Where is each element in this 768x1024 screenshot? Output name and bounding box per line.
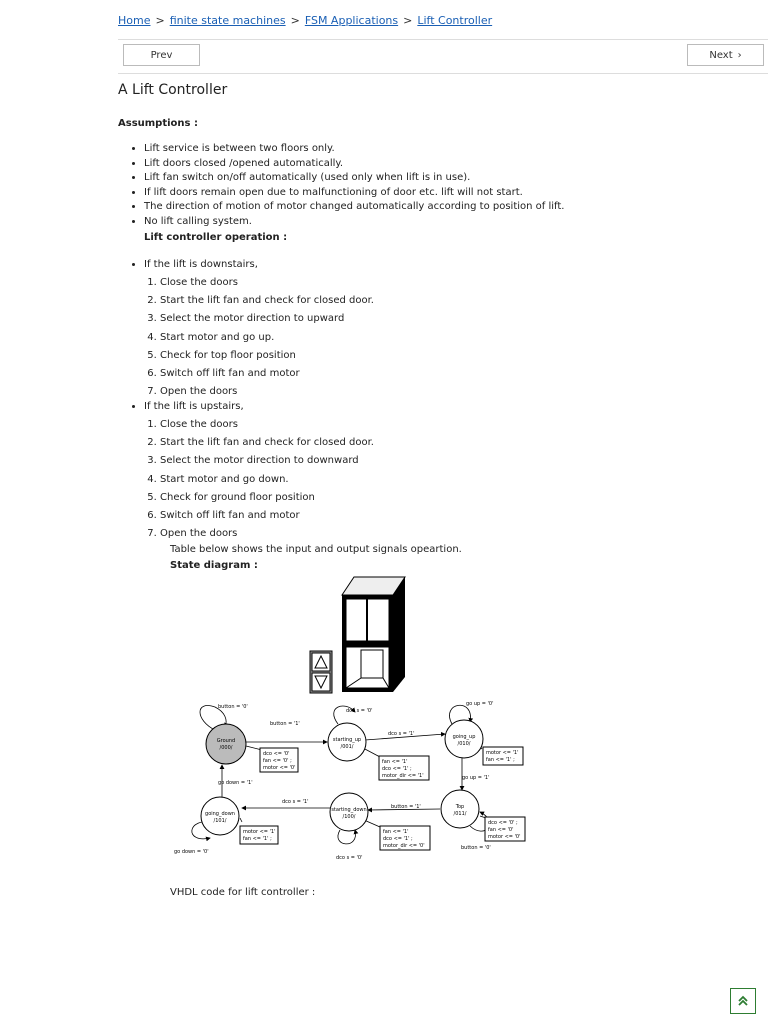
state-ground bbox=[206, 724, 246, 764]
output-box-ground bbox=[260, 748, 298, 772]
state-starting-down bbox=[330, 793, 368, 831]
breadcrumb-lift-controller[interactable]: Lift Controller bbox=[417, 14, 493, 27]
prev-label: Prev bbox=[150, 49, 173, 61]
list-item bbox=[144, 258, 374, 401]
upstairs-case bbox=[118, 400, 374, 543]
state-starting-up bbox=[328, 723, 366, 761]
list-item: 1. Close the doors bbox=[160, 274, 374, 292]
list-item: 4. Start motor and go down. bbox=[160, 471, 374, 489]
list-item: 6. Switch off lift fan and motor bbox=[160, 507, 374, 525]
svg-text:/101/: /101/ bbox=[213, 818, 227, 824]
breadcrumb-separator: > bbox=[155, 14, 165, 27]
svg-text:fan <= '1' ;: fan <= '1' ; bbox=[243, 836, 272, 842]
list-item: 4. Start motor and go up. bbox=[160, 329, 374, 347]
pager-bar bbox=[118, 39, 768, 74]
svg-text:fan <= '1' ;: fan <= '1' ; bbox=[486, 757, 515, 763]
svg-text:/010/: /010/ bbox=[457, 741, 471, 747]
svg-text:Ground: Ground bbox=[216, 738, 236, 744]
svg-text:Top: Top bbox=[455, 804, 465, 810]
assumptions-heading: Assumptions : bbox=[118, 118, 198, 129]
svg-text:going_down: going_down bbox=[205, 811, 235, 817]
state-going-up bbox=[445, 720, 483, 758]
list-item: 2. Start the lift fan and check for closed door. bbox=[160, 292, 374, 310]
vhdl-heading: VHDL code for lift controller : bbox=[170, 887, 316, 898]
list-item: 3. Select the motor direction to upward bbox=[160, 310, 374, 328]
list-item: 2. Start the lift fan and check for closed door. bbox=[160, 434, 374, 452]
state-diagram-heading: State diagram : bbox=[170, 560, 258, 571]
chevron-right-icon: › bbox=[737, 49, 742, 61]
svg-text:going_up: going_up bbox=[452, 734, 476, 740]
downstairs-case bbox=[118, 258, 374, 401]
svg-text:/011/: /011/ bbox=[453, 811, 467, 817]
svg-text:/100/: /100/ bbox=[342, 814, 356, 820]
list-item: • Lift service is between two floors only. bbox=[144, 142, 764, 157]
list-item bbox=[144, 400, 374, 543]
svg-text:dco <= '1' ;: dco <= '1' ; bbox=[382, 766, 412, 772]
svg-text:motor <= '1': motor <= '1' bbox=[486, 750, 519, 756]
transition-label: go up = '0' bbox=[466, 701, 494, 707]
list-item: 1. Close the doors bbox=[160, 416, 374, 434]
svg-text:starting_up: starting_up bbox=[332, 737, 362, 743]
case-label: If the lift is downstairs, bbox=[144, 259, 258, 270]
output-box-going-down bbox=[240, 826, 279, 844]
state-going-down bbox=[201, 797, 239, 835]
list-item: 5. Check for top floor position bbox=[160, 347, 374, 365]
transition-label: dco s = '1' bbox=[388, 731, 415, 737]
case-label: If the lift is upstairs, bbox=[144, 401, 244, 412]
upstairs-steps bbox=[133, 416, 374, 543]
output-box-going-up bbox=[483, 747, 523, 765]
breadcrumb-home[interactable]: Home bbox=[118, 14, 151, 27]
lift-call-panel bbox=[310, 651, 332, 693]
list-item: 7. Open the doors bbox=[160, 525, 374, 543]
assumptions-list bbox=[118, 142, 764, 230]
next-label: Next bbox=[709, 49, 733, 61]
breadcrumb bbox=[118, 14, 492, 27]
svg-text:fan <= '0': fan <= '0' bbox=[488, 827, 514, 833]
svg-text:fan <= '1': fan <= '1' bbox=[383, 829, 409, 835]
breadcrumb-fsm-applications[interactable]: FSM Applications bbox=[304, 14, 399, 27]
list-item: • Lift fan switch on/off automatically (used only when lift is in use). bbox=[144, 171, 764, 186]
svg-text:dco <= '0': dco <= '0' bbox=[263, 751, 290, 757]
next-button[interactable] bbox=[687, 44, 764, 66]
transition-label: button = '1' bbox=[391, 804, 421, 810]
svg-text:fan <= '0' ;: fan <= '0' ; bbox=[263, 758, 292, 764]
svg-text:motor <= '0': motor <= '0' bbox=[488, 834, 521, 840]
list-item: • The direction of motion of motor changed automatically according to position of lift. bbox=[144, 200, 764, 215]
output-box-starting-down bbox=[380, 826, 430, 850]
list-item: • Lift doors closed /opened automatically. bbox=[144, 157, 764, 172]
list-item: • If lift doors remain open due to malfunctioning of door etc. lift will not start. bbox=[144, 186, 764, 201]
svg-text:dco <= '1' ;: dco <= '1' ; bbox=[383, 836, 413, 842]
list-item: • No lift calling system. bbox=[144, 215, 764, 230]
svg-text:motor <= '0': motor <= '0' bbox=[263, 765, 296, 771]
transition-label: button = '0' bbox=[461, 845, 491, 851]
transition-label: go down = '0' bbox=[174, 849, 209, 855]
svg-text:starting_down: starting_down bbox=[331, 807, 367, 813]
breadcrumb-finite-state-machines[interactable]: finite state machines bbox=[169, 14, 286, 27]
downstairs-steps bbox=[133, 274, 374, 401]
transition-label: button = '0' bbox=[218, 704, 248, 710]
list-item: 3. Select the motor direction to downward bbox=[160, 452, 374, 470]
scroll-to-top-button[interactable] bbox=[730, 988, 756, 1014]
output-box-starting-up bbox=[379, 756, 429, 780]
page-title: A Lift Controller bbox=[118, 82, 228, 98]
svg-text:motor <= '1' ;: motor <= '1' ; bbox=[243, 829, 279, 835]
output-box-top bbox=[485, 817, 525, 841]
transition-label: button = '1' bbox=[270, 721, 300, 727]
breadcrumb-separator: > bbox=[403, 14, 413, 27]
prev-button[interactable] bbox=[123, 44, 200, 66]
svg-text:motor_dir <= '0': motor_dir <= '0' bbox=[383, 843, 425, 849]
svg-text:motor_dir <= '1': motor_dir <= '1' bbox=[382, 773, 424, 779]
transition-label: go up = '1' bbox=[462, 775, 490, 781]
lift-state-diagram bbox=[170, 572, 540, 872]
double-chevron-up-icon bbox=[736, 994, 750, 1008]
svg-text:/000/: /000/ bbox=[219, 745, 233, 751]
svg-text:dco <= '0' ;: dco <= '0' ; bbox=[488, 820, 518, 826]
transition-label: dco s = '0' bbox=[346, 708, 373, 714]
list-item: 7. Open the doors bbox=[160, 383, 374, 401]
operation-heading: Lift controller operation : bbox=[144, 232, 288, 243]
transition-label: go down = '1' bbox=[218, 780, 253, 786]
list-item: 5. Check for ground floor position bbox=[160, 489, 374, 507]
svg-text:fan <= '1': fan <= '1' bbox=[382, 759, 408, 765]
transition-label: dco s = '1' bbox=[282, 799, 309, 805]
lift-illustration bbox=[342, 577, 405, 692]
breadcrumb-separator: > bbox=[290, 14, 300, 27]
list-item: 6. Switch off lift fan and motor bbox=[160, 365, 374, 383]
table-description: Table below shows the input and output signals opeartion. bbox=[170, 544, 462, 555]
transition-label: dco s = '0' bbox=[336, 855, 363, 861]
svg-text:/001/: /001/ bbox=[340, 744, 354, 750]
state-top bbox=[441, 790, 479, 828]
